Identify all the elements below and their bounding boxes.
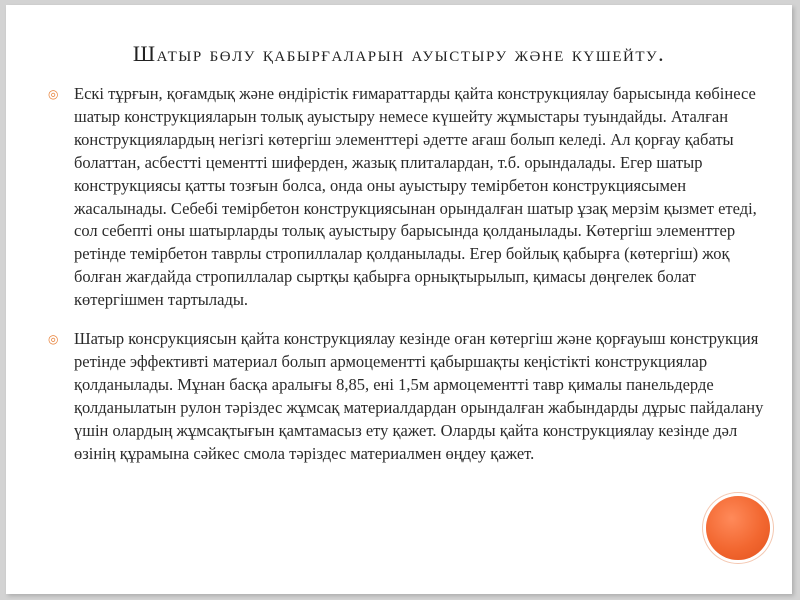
- slide-title: Шатыр бөлу қабырғаларын ауыстыру және күшейту.: [132, 41, 666, 66]
- paragraph-text: Ескі тұрғын, қоғамдық және өндірістік ғимараттарды қайта конструкциялау барысында көбінесе шатыр конструкцияларын толық ауыстыру немесе күшейту жұмыстары туындайды. Аталған конструкциялардың негізгі көтергіш элементтері әдетте ағаш болып келеді. Ал қорғау қабаты болаттан, асбестті цементті шиферден, жазық плиталардан, т.б. орындалады. Егер шатыр конструкциясы қатты тозғын болса, онда оны ауыстыру темірбетон конструкциясымен жасалынады. Себебі темірбетон конструкциясынан орындалған шатыр ұзақ мерзім қызмет етеді, сол себепті оны шатырларды толық ауыстыру барысында қолданылады. Көтергіш элементтер ретінде темірбетон таврлы стропиллалар қолданылады. Егер бойлық қабырға (көтергіш) жоқ болған жағдайда стропиллалар сыртқы қабырға орнықтырылып, қимасы дөңгелек болат көтергішмен тартылады.: [74, 84, 757, 310]
- paragraph-text: Шатыр консрукциясын қайта конструкциялау кезінде оған көтергіш және қорғауыш конструкция ретінде эффективті материал болып армоцементті қабыршақты кеңістікті конструкциялар қолданылады. Мұнан басқа аралығы 8,85, ені 1,5м армоцементті тавр қималы панельдерде қолданылатын рулон тәріздес жұмсақ материалдардан орындалған жабындарды дұрыс пайдалану үшін олардың жұмсақтығын қамтамасыз ету қажет. Оларды қайта конструкциялау кезінде дәл өзінің құрамына сәйкес смола тәріздес материалмен өңдеу қажет.: [74, 329, 764, 463]
- bullet-icon: ◎: [48, 332, 59, 347]
- bullet-paragraph-2: [38, 328, 768, 465]
- orange-circle-decoration: [706, 496, 770, 560]
- slide: [6, 5, 792, 594]
- bullet-paragraph-1: [38, 83, 768, 312]
- slide-content: [38, 83, 768, 482]
- bullet-icon: ◎: [48, 87, 59, 101]
